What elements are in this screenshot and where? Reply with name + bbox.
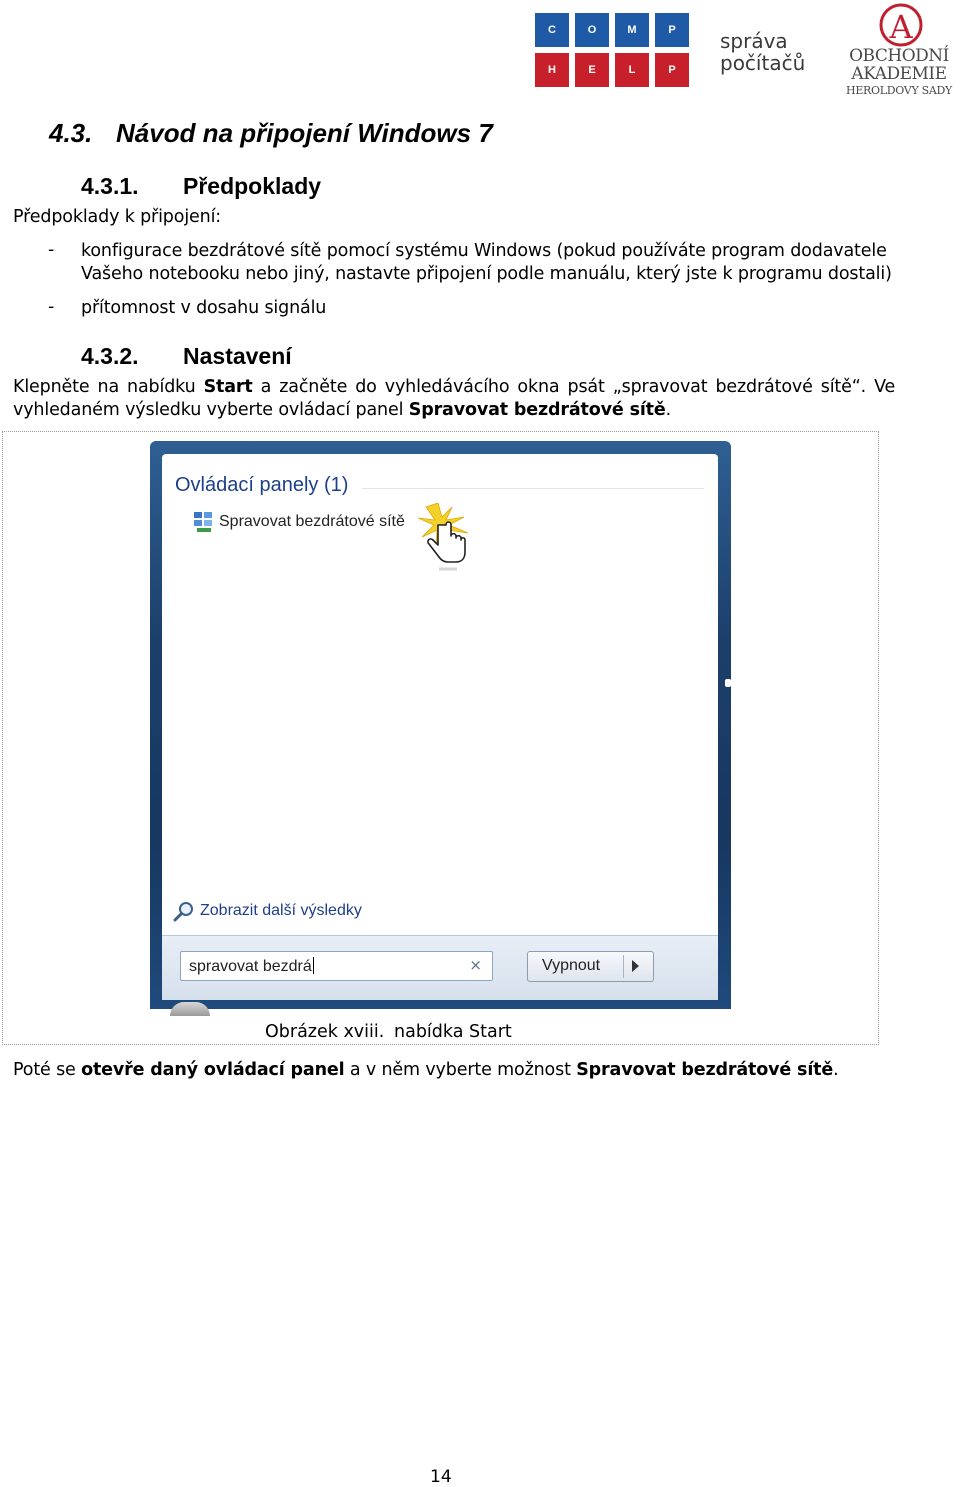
instruction-paragraph — [13, 376, 896, 422]
section-title: Návod na připojení Windows 7 — [116, 118, 493, 148]
page-number: 14 — [430, 1467, 452, 1487]
sprava-pocitacu-logo — [720, 30, 820, 74]
list-marker: - — [48, 297, 55, 317]
logo-tile: P — [655, 53, 689, 87]
instruction-text: Klepněte na nabídku — [13, 377, 196, 397]
logo-tile: P — [655, 13, 689, 47]
oa-emblem-icon — [838, 2, 960, 50]
window-edge-marker — [725, 679, 731, 687]
oa-logo-line: OBCHODNÍ — [849, 46, 949, 66]
text-caret — [313, 957, 314, 974]
subsection-title: Předpoklady — [183, 173, 322, 199]
logo-tile: H — [535, 53, 569, 87]
oa-logo-line: AKADEMIE — [851, 64, 947, 84]
subsection-number: 4.3.1. — [81, 173, 139, 199]
body-bold: otevře daný ovládací panel — [81, 1060, 345, 1080]
shutdown-divider — [623, 955, 624, 978]
figure-caption — [265, 1022, 512, 1042]
sprava-logo-line: správa — [720, 29, 788, 53]
prerequisites-list — [0, 240, 960, 320]
oa-logo-line: HEROLDOVY SADY — [846, 84, 952, 97]
comp-help-logo — [535, 13, 691, 89]
instruction-text: vyhledaném výsledku vyberte ovládací panel — [13, 400, 404, 420]
subsection-number: 4.3.2. — [81, 343, 139, 369]
subsection-title: Nastavení — [183, 343, 292, 369]
section-heading — [49, 118, 493, 149]
figure-number: Obrázek xviii. — [265, 1022, 385, 1042]
arrow-right-icon[interactable] — [632, 960, 639, 972]
figure-caption-text: nabídka Start — [394, 1022, 512, 1042]
start-search-input[interactable] — [180, 951, 493, 981]
logo-tile: O — [575, 13, 609, 47]
results-group-divider — [362, 488, 704, 489]
sprava-logo-line: počítačů — [720, 51, 806, 75]
shutdown-label: Vypnout — [542, 957, 601, 974]
obchodni-akademie-logo — [838, 2, 960, 98]
logo-tile: C — [535, 13, 569, 47]
instruction-bold: Start — [203, 377, 253, 397]
logo-tile: L — [615, 53, 649, 87]
body-text: . — [833, 1060, 839, 1080]
control-panel-icon — [193, 511, 213, 533]
instruction-text: a začněte do vyhledávácího okna psát „spravovat bezdrátové sítě“. Ve — [260, 377, 896, 397]
list-marker: - — [48, 240, 55, 260]
search-icon — [173, 901, 195, 923]
section-number: 4.3. — [49, 118, 93, 148]
list-item-line: konfigurace bezdrátové sítě pomocí systému Windows (pokud používáte program dodavatele — [81, 241, 887, 261]
list-item-line: přítomnost v dosahu signálu — [81, 298, 327, 318]
after-figure-paragraph — [13, 1059, 839, 1082]
prerequisites-intro: Předpoklady k připojení: — [13, 207, 222, 227]
start-orb[interactable] — [170, 1002, 210, 1016]
hand-cursor-icon — [418, 503, 474, 573]
shutdown-button[interactable] — [527, 951, 654, 982]
results-group-title[interactable]: Ovládací panely (1) — [175, 474, 349, 496]
search-input-value — [189, 957, 314, 976]
logo-tile: M — [615, 13, 649, 47]
search-input-text: spravovat bezdrá — [189, 958, 312, 975]
logo-tile: E — [575, 53, 609, 87]
see-more-results-link[interactable]: Zobrazit další výsledky — [200, 902, 362, 919]
subsection-heading — [81, 343, 292, 370]
list-item-line: Vašeho notebooku nebo jiný, nastavte připojení podle manuálu, který jste k programu dostali) — [81, 264, 892, 284]
result-item-manage-wireless[interactable]: Spravovat bezdrátové sítě — [219, 513, 405, 530]
body-bold: Spravovat bezdrátové sítě — [576, 1060, 834, 1080]
instruction-text: . — [665, 400, 672, 420]
clear-icon[interactable]: × — [469, 956, 482, 974]
oa-emblem-letter: A — [889, 8, 913, 46]
subsection-heading — [81, 173, 321, 200]
body-text: a v něm vyberte možnost — [349, 1060, 571, 1080]
body-text: Poté se — [13, 1060, 76, 1080]
instruction-bold: Spravovat bezdrátové sítě — [408, 400, 666, 420]
